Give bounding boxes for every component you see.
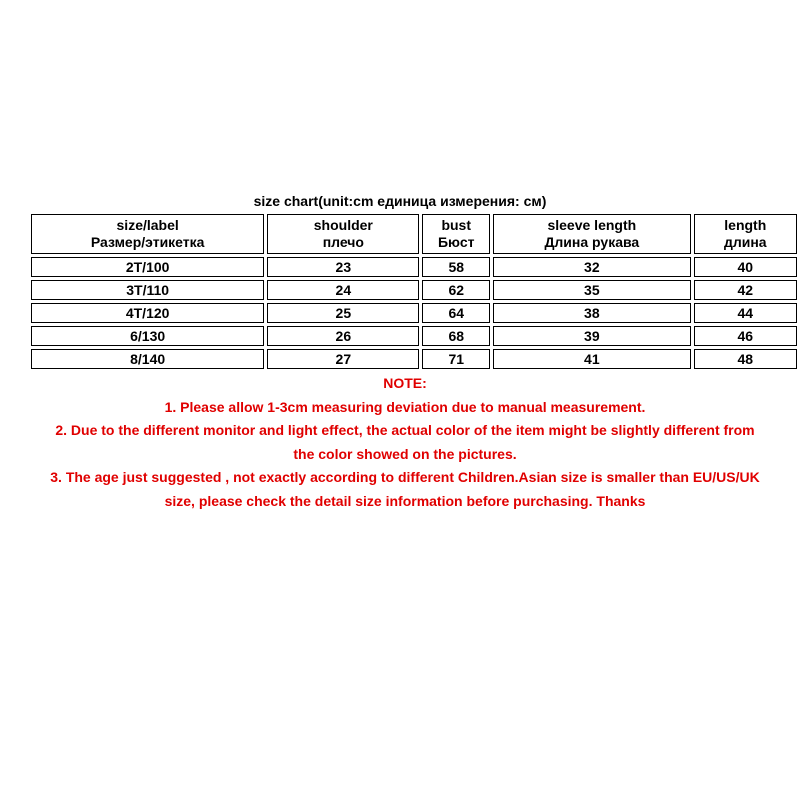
cell-length: 44 <box>694 303 797 323</box>
size-table <box>28 211 800 372</box>
cell-bust: 58 <box>422 257 490 277</box>
table-header-row <box>31 214 797 254</box>
header-sleeve-length-en: sleeve length <box>547 217 637 233</box>
header-sleeve-length-ru: Длина рукава <box>544 234 640 250</box>
note-line: the color showed on the pictures. <box>293 445 517 462</box>
table-row <box>31 257 797 277</box>
table-row <box>31 303 797 323</box>
notes-heading: NOTE: <box>383 375 427 391</box>
note-line: 2. Due to the different monitor and light effect, the actual color of the item might be slightly different from <box>55 422 755 438</box>
cell-bust: 68 <box>422 326 490 346</box>
cell-sleeve-length: 38 <box>493 303 691 323</box>
cell-length: 42 <box>694 280 797 300</box>
notes-section <box>20 372 790 513</box>
cell-sleeve-length: 32 <box>493 257 691 277</box>
cell-size: 3T/110 <box>31 280 264 300</box>
header-size-label <box>31 214 264 254</box>
header-length-en: length <box>724 217 767 233</box>
header-bust-ru: Бюст <box>437 234 475 250</box>
cell-size: 4T/120 <box>31 303 264 323</box>
note-line: size, please check the detail size information before purchasing. Thanks <box>164 492 646 509</box>
cell-length: 46 <box>694 326 797 346</box>
header-shoulder-ru: плечо <box>322 234 364 250</box>
cell-bust: 62 <box>422 280 490 300</box>
cell-bust: 64 <box>422 303 490 323</box>
cell-sleeve-length: 41 <box>493 349 691 369</box>
cell-shoulder: 26 <box>267 326 419 346</box>
header-bust-en: bust <box>441 217 471 233</box>
header-size-label-ru: Размер/этикетка <box>90 234 205 250</box>
table-row <box>31 349 797 369</box>
cell-size: 2T/100 <box>31 257 264 277</box>
header-length <box>694 214 797 254</box>
cell-sleeve-length: 35 <box>493 280 691 300</box>
cell-shoulder: 23 <box>267 257 419 277</box>
table-row <box>31 326 797 346</box>
cell-shoulder: 25 <box>267 303 419 323</box>
header-sleeve-length <box>493 214 691 254</box>
cell-length: 40 <box>694 257 797 277</box>
note-line: 3. The age just suggested , not exactly according to different Children.Asian size is smaller than EU/US/UK <box>50 469 760 485</box>
cell-shoulder: 24 <box>267 280 419 300</box>
cell-sleeve-length: 39 <box>493 326 691 346</box>
header-shoulder <box>267 214 419 254</box>
cell-length: 48 <box>694 349 797 369</box>
header-size-label-en: size/label <box>116 217 179 233</box>
note-line: 1. Please allow 1-3cm measuring deviation due to manual measurement. <box>164 398 646 415</box>
cell-bust: 71 <box>422 349 490 369</box>
header-bust <box>422 214 490 254</box>
cell-size: 8/140 <box>31 349 264 369</box>
header-length-ru: длина <box>723 234 767 250</box>
table-row <box>31 280 797 300</box>
cell-size: 6/130 <box>31 326 264 346</box>
chart-title: size chart(unit:cm единица измерения: см) <box>253 193 547 209</box>
header-shoulder-en: shoulder <box>313 217 373 233</box>
cell-shoulder: 27 <box>267 349 419 369</box>
